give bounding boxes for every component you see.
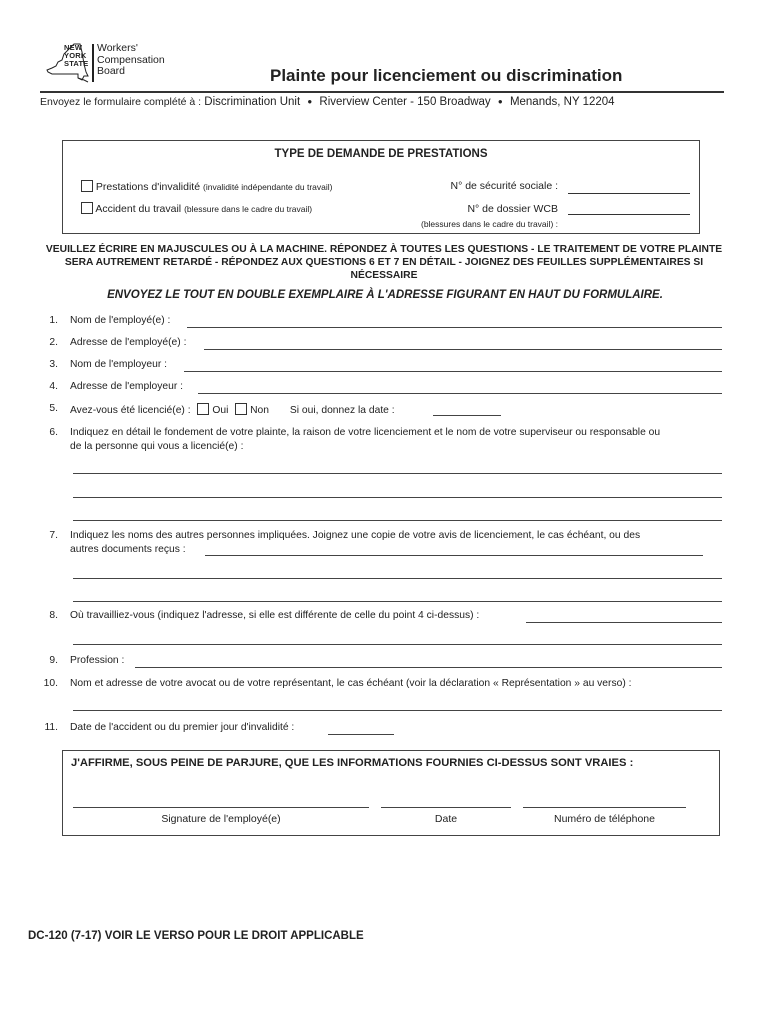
q4-number: 4.	[49, 381, 58, 392]
q6-number: 6.	[49, 427, 58, 438]
q4-label: Adresse de l'employeur :	[70, 381, 183, 392]
q7-field-line[interactable]	[73, 601, 722, 602]
q7-field-line[interactable]	[73, 578, 722, 579]
signature-field[interactable]	[73, 807, 369, 808]
q2-number: 2.	[49, 337, 58, 348]
logo-divider	[92, 44, 94, 82]
q3-number: 3.	[49, 359, 58, 370]
q6-field-line[interactable]	[73, 497, 722, 498]
send-double-note: ENVOYEZ LE TOUT EN DOUBLE EXEMPLAIRE À L'ADRESSE FIGURANT EN HAUT DU FORMULAIRE.	[107, 289, 663, 301]
q5-non-checkbox[interactable]	[235, 403, 247, 415]
date-field[interactable]	[381, 807, 511, 808]
q9-field[interactable]	[135, 667, 722, 668]
affirmation-box	[62, 750, 720, 836]
send-to-address: Envoyez le formulaire complété à : Discrimination Unit ● Riverview Center - 150 Broadway ● Menands, NY 12204	[40, 96, 615, 108]
instructions: VEUILLEZ ÉCRIRE EN MAJUSCULES OU À LA MACHINE. RÉPONDEZ À TOUTES LES QUESTIONS - LE TRAITEMENT DE VOTRE PLAINTE SERA AUTREMENT RETARDÉ - RÉPONDEZ AUX QUESTIONS 6 ET 7 EN DÉTAIL - JOIGNEZ DES FEUILLES SUPPLÉMENTAIRES SI NÉCESSAIRE	[45, 244, 723, 281]
q1-label: Nom de l'employé(e) :	[70, 315, 171, 326]
q6-label-line1: Indiquez en détail le fondement de votre plainte, la raison de votre licenciement et le nom de votre superviseur ou responsable ou	[70, 427, 661, 438]
q9-label: Profession :	[70, 655, 125, 666]
phone-field[interactable]	[523, 807, 686, 808]
bullet-icon: ●	[307, 97, 313, 106]
q1-number: 1.	[49, 315, 58, 326]
q5-number: 5.	[49, 403, 58, 414]
q11-field[interactable]	[328, 734, 394, 735]
q6-field-line[interactable]	[73, 473, 722, 474]
q11-label: Date de l'accident ou du premier jour d'invalidité :	[70, 722, 295, 733]
wcb-logo	[44, 42, 204, 86]
q7-number: 7.	[49, 530, 58, 541]
signature-label: Signature de l'employé(e)	[161, 813, 281, 825]
wcb-field[interactable]	[568, 213, 690, 215]
q7-label-line1: Indiquez les noms des autres personnes impliquées. Joignez une copie de votre avis de licenciement, le cas échéant, ou des	[70, 530, 641, 541]
q10-field-line[interactable]	[73, 710, 722, 711]
wcb-label: N° de dossier WCB	[467, 203, 558, 215]
q3-label: Nom de l'employeur :	[70, 359, 167, 370]
q10-label: Nom et adresse de votre avocat ou de votre représentant, le cas échéant (voir la déclaration « Représentation » au verso) :	[70, 678, 632, 689]
ssn-field[interactable]	[568, 192, 690, 194]
bullet-icon: ●	[497, 97, 503, 106]
header-rule	[40, 91, 724, 93]
q11-number: 11.	[44, 722, 58, 733]
q9-number: 9.	[49, 655, 58, 666]
q8-label: Où travailliez-vous (indiquez l'adresse, si elle est différente de celle du point 4 ci-dessus) :	[70, 610, 480, 621]
benefit-type-title: TYPE DE DEMANDE DE PRESTATIONS	[274, 148, 488, 160]
disability-checkbox[interactable]	[81, 180, 93, 192]
form-footer: DC-120 (7-17) VOIR LE VERSO POUR LE DROIT APPLICABLE	[28, 930, 364, 942]
q2-label: Adresse de l'employé(e) :	[70, 337, 187, 348]
benefit-type-box	[62, 140, 700, 234]
affirmation-text: J'AFFIRME, SOUS PEINE DE PARJURE, QUE LES INFORMATIONS FOURNIES CI-DESSUS SONT VRAIES :	[71, 757, 634, 769]
q8-field[interactable]	[526, 622, 722, 623]
q8-field-line[interactable]	[73, 644, 722, 645]
q5-oui-checkbox[interactable]	[197, 403, 209, 415]
phone-label: Numéro de téléphone	[554, 813, 655, 825]
q3-field[interactable]	[184, 371, 722, 372]
option-disability: Prestations d'invalidité (invalidité indépendante du travail)	[81, 180, 332, 193]
q5-row: Avez-vous été licencié(e) : Oui Non Si oui, donnez la date :	[70, 405, 395, 416]
date-label: Date	[434, 813, 458, 825]
logo-state-text: NEW YORK STATE	[64, 43, 89, 68]
logo-org-text: Workers' Compensation Board	[97, 42, 165, 77]
ssn-label: N° de sécurité sociale :	[450, 180, 558, 192]
q1-field[interactable]	[187, 327, 722, 328]
q6-field-line[interactable]	[73, 520, 722, 521]
option-work-accident: Accident du travail (blessure dans le cadre du travail)	[81, 202, 312, 215]
q10-number: 10.	[43, 678, 58, 689]
form-title: Plainte pour licenciement ou discrimination	[270, 66, 623, 85]
q2-field[interactable]	[204, 349, 722, 350]
q6-label-line2: de la personne qui vous a licencié(e) :	[70, 441, 244, 452]
q5-date-field[interactable]	[433, 415, 501, 416]
q4-field[interactable]	[198, 393, 722, 394]
q7-label-line2: autres documents reçus :	[70, 544, 186, 555]
q8-number: 8.	[49, 610, 58, 621]
work-accident-checkbox[interactable]	[81, 202, 93, 214]
wcb-note: (blessures dans le cadre du travail) :	[420, 219, 558, 229]
q7-field[interactable]	[205, 555, 703, 556]
